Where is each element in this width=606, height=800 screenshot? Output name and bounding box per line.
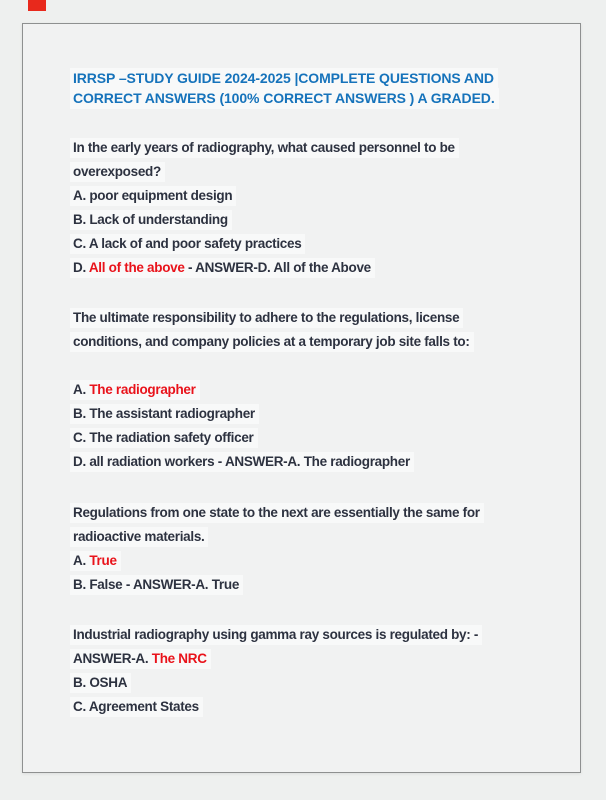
document-text bbox=[70, 68, 556, 719]
text-line-highlight bbox=[70, 258, 375, 278]
text-line bbox=[70, 426, 556, 450]
text-line-highlight bbox=[70, 697, 203, 717]
text-line bbox=[70, 549, 556, 573]
text-segment: B. Lack of understanding bbox=[73, 212, 228, 227]
text-segment: B. False - ANSWER-A. True bbox=[73, 577, 240, 592]
text-line bbox=[70, 378, 556, 402]
text-line bbox=[70, 184, 556, 208]
text-line bbox=[70, 232, 556, 256]
text-segment: D. bbox=[73, 260, 89, 275]
text-line-highlight bbox=[70, 649, 211, 669]
text-segment: C. A lack of and poor safety practices bbox=[73, 236, 302, 251]
text-segment: radioactive materials. bbox=[73, 529, 205, 544]
text-line-highlight bbox=[70, 162, 165, 182]
text-line-highlight bbox=[70, 308, 463, 328]
question-2-prompt bbox=[70, 306, 556, 354]
text-line bbox=[70, 573, 556, 597]
text-line bbox=[70, 501, 556, 525]
text-line bbox=[70, 525, 556, 549]
text-line-highlight bbox=[70, 404, 259, 424]
text-line-highlight bbox=[70, 380, 200, 400]
text-line-highlight bbox=[70, 234, 305, 254]
text-line bbox=[70, 68, 556, 88]
text-segment: The ultimate responsibility to adhere to the regulations, license bbox=[73, 310, 460, 325]
text-line-highlight bbox=[70, 527, 208, 547]
text-segment: In the early years of radiography, what caused personnel to be bbox=[73, 140, 455, 155]
accent-tab bbox=[28, 0, 46, 11]
text-line-highlight bbox=[70, 551, 121, 571]
text-line bbox=[70, 695, 556, 719]
text-segment: C. The radiation safety officer bbox=[73, 430, 254, 445]
question-4 bbox=[70, 623, 556, 719]
text-line bbox=[70, 136, 556, 160]
correct-answer-text: The NRC bbox=[151, 651, 207, 666]
text-line bbox=[70, 88, 556, 108]
text-segment: IRRSP –STUDY GUIDE 2024-2025 |COMPLETE QUESTIONS AND bbox=[73, 70, 494, 86]
text-line-highlight bbox=[70, 210, 232, 230]
text-segment: - ANSWER-D. All of the Above bbox=[184, 260, 371, 275]
text-segment: overexposed? bbox=[73, 164, 161, 179]
document-title bbox=[70, 68, 556, 108]
text-line bbox=[70, 623, 556, 647]
text-segment: A. bbox=[73, 553, 90, 568]
text-line bbox=[70, 208, 556, 232]
text-line bbox=[70, 647, 556, 671]
text-line-highlight bbox=[70, 138, 459, 158]
text-segment: D. all radiation workers - ANSWER-A. The radiographer bbox=[73, 454, 410, 469]
text-line-highlight bbox=[70, 332, 474, 352]
correct-answer-text: The radiographer bbox=[89, 382, 196, 397]
text-segment: C. Agreement States bbox=[73, 699, 199, 714]
text-line bbox=[70, 306, 556, 330]
text-line-highlight bbox=[70, 452, 414, 472]
text-line-highlight bbox=[70, 428, 258, 448]
text-line-highlight bbox=[70, 186, 236, 206]
text-segment: B. OSHA bbox=[73, 675, 128, 690]
text-segment: conditions, and company policies at a temporary job site falls to: bbox=[73, 334, 470, 349]
question-1 bbox=[70, 136, 556, 280]
text-line-highlight bbox=[70, 625, 482, 645]
text-line bbox=[70, 330, 556, 354]
text-segment: A. bbox=[73, 382, 90, 397]
text-line-highlight bbox=[70, 88, 499, 109]
text-line-highlight bbox=[70, 575, 243, 595]
question-3 bbox=[70, 501, 556, 597]
text-segment: A. poor equipment design bbox=[73, 188, 233, 203]
text-segment: B. The assistant radiographer bbox=[73, 406, 255, 421]
correct-answer-text: True bbox=[89, 553, 117, 568]
document-page bbox=[22, 23, 581, 773]
text-line bbox=[70, 402, 556, 426]
correct-answer-text: All of the above bbox=[88, 260, 185, 275]
text-line-highlight bbox=[70, 673, 131, 693]
text-line bbox=[70, 671, 556, 695]
text-line bbox=[70, 160, 556, 184]
text-line-highlight bbox=[70, 68, 498, 89]
question-2-options bbox=[70, 378, 556, 474]
text-line bbox=[70, 450, 556, 474]
text-line bbox=[70, 256, 556, 280]
text-line-highlight bbox=[70, 503, 484, 523]
text-segment: Industrial radiography using gamma ray sources is regulated by: - bbox=[73, 627, 479, 642]
text-segment: CORRECT ANSWERS (100% CORRECT ANSWERS ) A GRADED. bbox=[73, 90, 495, 106]
text-segment: ANSWER-A. bbox=[73, 651, 152, 666]
text-segment: Regulations from one state to the next are essentially the same for bbox=[73, 505, 480, 520]
